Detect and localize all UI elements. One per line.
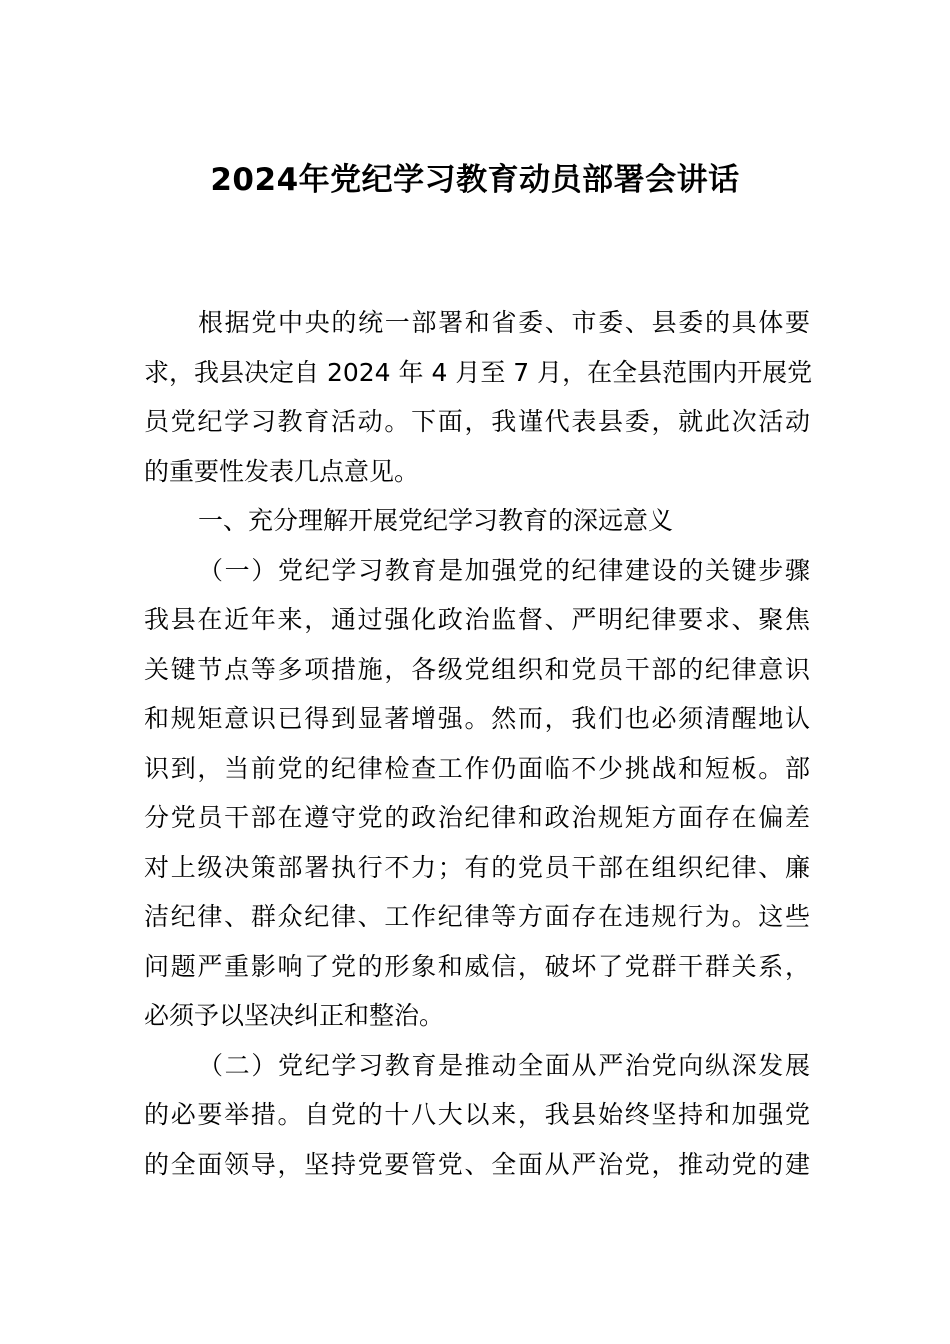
paragraph-line: 员党纪学习教育活动。下面，我谨代表县委，就此次活动 xyxy=(144,407,810,436)
paragraph-line: 洁纪律、群众纪律、工作纪律等方面存在违规行为。这些 xyxy=(144,902,810,931)
subsection-heading: （一）党纪学习教育是加强党的纪律建设的关键步骤 xyxy=(198,555,810,585)
paragraph-line: 分党员干部在遵守党的政治纪律和政治规矩方面存在偏差 xyxy=(144,803,810,832)
paragraph-line: 的重要性发表几点意见。 xyxy=(144,456,420,486)
document-body xyxy=(144,298,813,1189)
paragraph-line: 对上级决策部署执行不力；有的党员干部在组织纪律、廉 xyxy=(144,852,810,882)
paragraph-line: 求，我县决定自 2024 年 4 月至 7 月，在全县范围内开展党 xyxy=(144,357,813,387)
section-heading: 一、充分理解开展党纪学习教育的深远意义 xyxy=(198,506,674,535)
paragraph-line: 识到，当前党的纪律检查工作仍面临不少挑战和短板。部 xyxy=(144,753,810,783)
paragraph-line: 关键节点等多项措施，各级党组织和党员干部的纪律意识 xyxy=(144,654,810,684)
paragraph-line: 问题严重影响了党的形象和威信，破坏了党群干群关系， xyxy=(144,951,810,981)
paragraph-line: 根据党中央的统一部署和省委、市委、县委的具体要 xyxy=(198,308,810,337)
document-title: 2024年党纪学习教育动员部署会讲话 xyxy=(210,162,740,198)
paragraph-line: 必须予以坚决纠正和整治。 xyxy=(144,1001,445,1030)
subsection-heading: （二）党纪学习教育是推动全面从严治党向纵深发展 xyxy=(198,1050,810,1080)
paragraph-line: 的必要举措。自党的十八大以来，我县始终坚持和加强党 xyxy=(144,1100,810,1129)
paragraph-line: 的全面领导，坚持党要管党、全面从严治党，推动党的建 xyxy=(144,1149,810,1179)
paragraph-line: 我县在近年来，通过强化政治监督、严明纪律要求、聚焦 xyxy=(144,605,810,634)
paragraph-line: 和规矩意识已得到显著增强。然而，我们也必须清醒地认 xyxy=(144,704,810,733)
